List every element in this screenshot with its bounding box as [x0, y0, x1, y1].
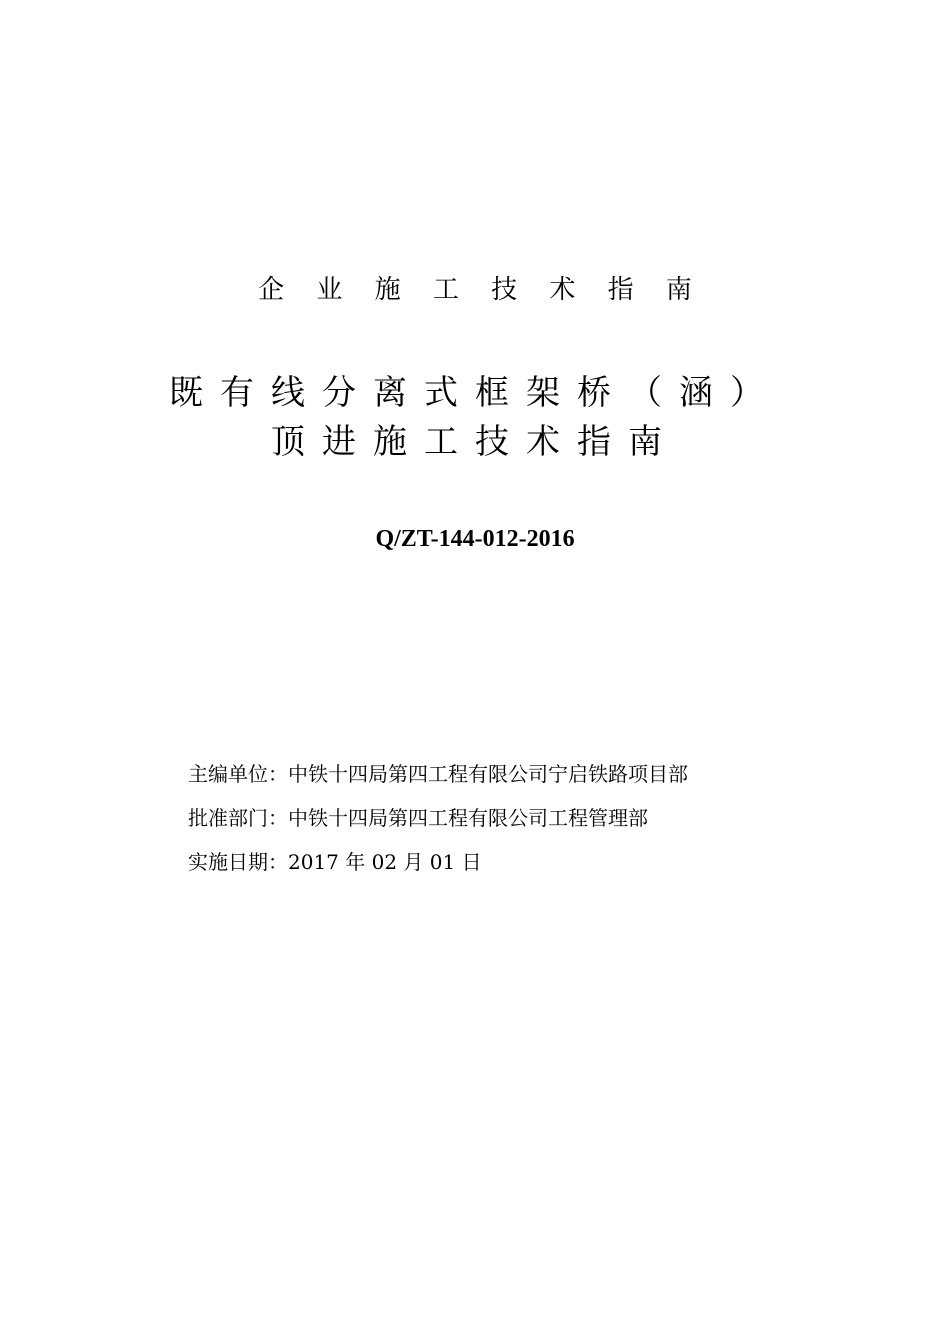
chief-editor-unit-label: 主编单位： — [188, 762, 288, 786]
publication-info — [188, 760, 888, 892]
document-title-line-1: 既有线分离式框架桥（涵） — [169, 373, 781, 413]
effective-date-row — [188, 848, 888, 892]
standard-code: Q/ZT-144-012-2016 — [375, 526, 575, 552]
effective-date-label: 实施日期： — [188, 850, 288, 874]
approval-department-row — [188, 804, 888, 848]
chief-editor-unit-row — [188, 760, 888, 804]
effective-date-value: 2017 年 02 月 01 日 — [288, 850, 482, 874]
document-title-line-2: 顶进施工技术指南 — [271, 422, 679, 462]
approval-department-label: 批准部门： — [188, 806, 288, 830]
chief-editor-unit-value: 中铁十四局第四工程有限公司宁启铁路项目部 — [288, 762, 688, 786]
series-title: 企 业 施 工 技 术 指 南 — [258, 275, 704, 305]
approval-department-value: 中铁十四局第四工程有限公司工程管理部 — [288, 806, 648, 830]
